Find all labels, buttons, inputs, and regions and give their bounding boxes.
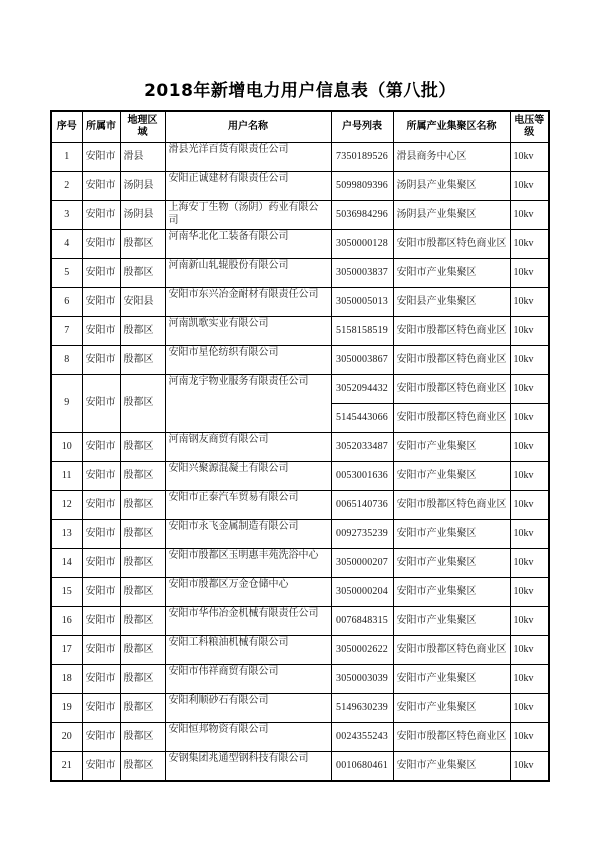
- cell-city: 安阳市: [82, 288, 120, 317]
- cell-cluster: 安阳市产业集聚区: [393, 549, 510, 578]
- cell-city: 安阳市: [82, 259, 120, 288]
- column-header: 电压等级: [510, 111, 549, 143]
- cell-region: 殷都区: [120, 520, 165, 549]
- cell-voltage: 10kv: [510, 288, 549, 317]
- cell-user-name: 滑县光洋百货有限责任公司: [165, 143, 331, 172]
- cell-voltage: 10kv: [510, 346, 549, 375]
- table-row: [51, 607, 549, 636]
- cell-city: 安阳市: [82, 317, 120, 346]
- cell-user-name: 安阳利顺砂石有限公司: [165, 694, 331, 723]
- cell-cluster: 安阳市殷都区特色商业区: [393, 230, 510, 259]
- cell-region: 殷都区: [120, 636, 165, 665]
- table-row: [51, 752, 549, 781]
- cell-account: 3050005013: [331, 288, 393, 317]
- cell-account: 0010680461: [331, 752, 393, 781]
- cell-region: 安阳县: [120, 288, 165, 317]
- table-row: [51, 723, 549, 752]
- cell-region: 殷都区: [120, 230, 165, 259]
- cell-region: 殷都区: [120, 259, 165, 288]
- cell-account: 0092735239: [331, 520, 393, 549]
- cell-account: 3050000207: [331, 549, 393, 578]
- page-title: 2018年新增电力用户信息表（第八批）: [144, 81, 456, 101]
- cell-voltage: 10kv: [510, 520, 549, 549]
- cell-cluster: 安阳市殷都区特色商业区: [393, 346, 510, 375]
- table-row: [51, 288, 549, 317]
- cell-serial: 10: [51, 433, 82, 462]
- cell-serial: 2: [51, 172, 82, 201]
- cell-account: 3052033487: [331, 433, 393, 462]
- cell-cluster: 安阳市产业集聚区: [393, 578, 510, 607]
- cell-user-name: 河南钢友商贸有限公司: [165, 433, 331, 462]
- cell-city: 安阳市: [82, 752, 120, 781]
- column-header: 所属市: [82, 111, 120, 143]
- cell-cluster: 安阳市殷都区特色商业区: [393, 636, 510, 665]
- table-body: [51, 143, 549, 781]
- cell-city: 安阳市: [82, 549, 120, 578]
- table-row: [51, 462, 549, 491]
- cell-city: 安阳市: [82, 578, 120, 607]
- cell-cluster: 安阳市殷都区特色商业区: [393, 723, 510, 752]
- table-row: [51, 172, 549, 201]
- cell-region: 殷都区: [120, 346, 165, 375]
- cell-user-name: 河南凯歌实业有限公司: [165, 317, 331, 346]
- cell-voltage: 10kv: [510, 172, 549, 201]
- cell-serial: 3: [51, 201, 82, 230]
- cell-city: 安阳市: [82, 346, 120, 375]
- cell-serial: 8: [51, 346, 82, 375]
- table-row: [51, 433, 549, 462]
- cell-cluster: 安阳市殷都区特色商业区: [393, 375, 510, 404]
- cell-account: 3050003867: [331, 346, 393, 375]
- table-row: [51, 694, 549, 723]
- cell-cluster: 安阳市殷都区特色商业区: [393, 317, 510, 346]
- cell-cluster: 安阳市产业集聚区: [393, 665, 510, 694]
- cell-serial: 5: [51, 259, 82, 288]
- power-users-table: [50, 110, 550, 782]
- cell-region: 殷都区: [120, 607, 165, 636]
- cell-cluster: 安阳市殷都区特色商业区: [393, 404, 510, 433]
- cell-region: 殷都区: [120, 549, 165, 578]
- cell-voltage: 10kv: [510, 636, 549, 665]
- cell-account: 7350189526: [331, 143, 393, 172]
- cell-account: 5099809396: [331, 172, 393, 201]
- cell-serial: 13: [51, 520, 82, 549]
- cell-region: 汤阴县: [120, 201, 165, 230]
- table-row: [51, 230, 549, 259]
- cell-cluster: 汤阴县产业集聚区: [393, 201, 510, 230]
- cell-voltage: 10kv: [510, 694, 549, 723]
- cell-region: 殷都区: [120, 317, 165, 346]
- cell-serial: 15: [51, 578, 82, 607]
- column-header: 用户名称: [165, 111, 331, 143]
- cell-voltage: 10kv: [510, 317, 549, 346]
- cell-voltage: 10kv: [510, 201, 549, 230]
- cell-voltage: 10kv: [510, 404, 549, 433]
- cell-account: 0065140736: [331, 491, 393, 520]
- cell-cluster: 安阳市产业集聚区: [393, 752, 510, 781]
- cell-serial: 7: [51, 317, 82, 346]
- cell-voltage: 10kv: [510, 259, 549, 288]
- cell-account: 5145443066: [331, 404, 393, 433]
- cell-serial: 16: [51, 607, 82, 636]
- cell-voltage: 10kv: [510, 230, 549, 259]
- cell-serial: 11: [51, 462, 82, 491]
- cell-city: 安阳市: [82, 462, 120, 491]
- table-row: [51, 549, 549, 578]
- table-row: [51, 665, 549, 694]
- cell-account: 5036984296: [331, 201, 393, 230]
- cell-region: 滑县: [120, 143, 165, 172]
- cell-account: 0076848315: [331, 607, 393, 636]
- cell-user-name: 安阳市东兴冶金耐材有限责任公司: [165, 288, 331, 317]
- column-header: 户号列表: [331, 111, 393, 143]
- cell-serial: 20: [51, 723, 82, 752]
- cell-voltage: 10kv: [510, 607, 549, 636]
- table-row: [51, 375, 549, 404]
- cell-voltage: 10kv: [510, 143, 549, 172]
- cell-city: 安阳市: [82, 491, 120, 520]
- cell-user-name: 河南新山轧辊股份有限公司: [165, 259, 331, 288]
- cell-serial: 21: [51, 752, 82, 781]
- cell-account: 3050000128: [331, 230, 393, 259]
- cell-serial: 1: [51, 143, 82, 172]
- cell-account: 0024355243: [331, 723, 393, 752]
- cell-cluster: 安阳县产业集聚区: [393, 288, 510, 317]
- cell-city: 安阳市: [82, 143, 120, 172]
- cell-city: 安阳市: [82, 201, 120, 230]
- cell-serial: 6: [51, 288, 82, 317]
- cell-account: 3050003837: [331, 259, 393, 288]
- cell-serial: 14: [51, 549, 82, 578]
- cell-city: 安阳市: [82, 172, 120, 201]
- cell-cluster: 安阳市产业集聚区: [393, 462, 510, 491]
- cell-voltage: 10kv: [510, 491, 549, 520]
- cell-voltage: 10kv: [510, 578, 549, 607]
- cell-cluster: 安阳市殷都区特色商业区: [393, 491, 510, 520]
- table-header-row: [51, 111, 549, 143]
- column-header: 序号: [51, 111, 82, 143]
- cell-region: 殷都区: [120, 433, 165, 462]
- cell-account: 3050002622: [331, 636, 393, 665]
- cell-cluster: 安阳市产业集聚区: [393, 259, 510, 288]
- cell-user-name: 安阳市永飞金属制造有限公司: [165, 520, 331, 549]
- table-row: [51, 201, 549, 230]
- cell-serial: 17: [51, 636, 82, 665]
- cell-user-name: 安阳市星伦纺织有限公司: [165, 346, 331, 375]
- column-header: 地理区域: [120, 111, 165, 143]
- cell-cluster: 汤阴县产业集聚区: [393, 172, 510, 201]
- cell-account: 3050003039: [331, 665, 393, 694]
- cell-account: 0053001636: [331, 462, 393, 491]
- cell-serial: 12: [51, 491, 82, 520]
- table-row: [51, 317, 549, 346]
- cell-city: 安阳市: [82, 607, 120, 636]
- cell-city: 安阳市: [82, 433, 120, 462]
- cell-voltage: 10kv: [510, 752, 549, 781]
- cell-user-name: 安阳工科粮油机械有限公司: [165, 636, 331, 665]
- cell-user-name: 河南华北化工装备有限公司: [165, 230, 331, 259]
- cell-user-name: 安阳市殷都区玉明惠丰苑洗浴中心: [165, 549, 331, 578]
- cell-voltage: 10kv: [510, 433, 549, 462]
- table-row: [51, 143, 549, 172]
- cell-region: 殷都区: [120, 694, 165, 723]
- cell-city: 安阳市: [82, 694, 120, 723]
- cell-cluster: 滑县商务中心区: [393, 143, 510, 172]
- cell-user-name: 安阳兴聚源混凝土有限公司: [165, 462, 331, 491]
- cell-user-name: 安钢集团兆通型钢科技有限公司: [165, 752, 331, 781]
- cell-region: 汤阴县: [120, 172, 165, 201]
- cell-serial: 18: [51, 665, 82, 694]
- cell-voltage: 10kv: [510, 462, 549, 491]
- cell-user-name: 安阳市伟祥商贸有限公司: [165, 665, 331, 694]
- cell-user-name: 安阳市正泰汽车贸易有限公司: [165, 491, 331, 520]
- table-row: [51, 491, 549, 520]
- table-row: [51, 520, 549, 549]
- cell-cluster: 安阳市产业集聚区: [393, 694, 510, 723]
- cell-voltage: 10kv: [510, 549, 549, 578]
- cell-voltage: 10kv: [510, 723, 549, 752]
- cell-user-name: 安阳市殷都区万金仓储中心: [165, 578, 331, 607]
- cell-region: 殷都区: [120, 375, 165, 433]
- cell-voltage: 10kv: [510, 375, 549, 404]
- cell-cluster: 安阳市产业集聚区: [393, 433, 510, 462]
- cell-city: 安阳市: [82, 230, 120, 259]
- table-row: [51, 578, 549, 607]
- cell-region: 殷都区: [120, 462, 165, 491]
- cell-user-name: 安阳正诚建材有限责任公司: [165, 172, 331, 201]
- cell-user-name: 安阳市华伟冶金机械有限责任公司: [165, 607, 331, 636]
- cell-city: 安阳市: [82, 636, 120, 665]
- table-row: [51, 346, 549, 375]
- cell-region: 殷都区: [120, 578, 165, 607]
- table-row: [51, 636, 549, 665]
- cell-account: 5149630239: [331, 694, 393, 723]
- cell-user-name: 安阳恒邦物资有限公司: [165, 723, 331, 752]
- cell-city: 安阳市: [82, 665, 120, 694]
- cell-serial: 9: [51, 375, 82, 433]
- cell-serial: 4: [51, 230, 82, 259]
- cell-user-name: 上海安丁生物（汤阴）药业有限公司: [165, 201, 331, 230]
- cell-city: 安阳市: [82, 375, 120, 433]
- cell-cluster: 安阳市产业集聚区: [393, 607, 510, 636]
- cell-region: 殷都区: [120, 723, 165, 752]
- cell-region: 殷都区: [120, 665, 165, 694]
- cell-cluster: 安阳市产业集聚区: [393, 520, 510, 549]
- cell-city: 安阳市: [82, 520, 120, 549]
- cell-region: 殷都区: [120, 491, 165, 520]
- cell-serial: 19: [51, 694, 82, 723]
- cell-region: 殷都区: [120, 752, 165, 781]
- table-row: [51, 259, 549, 288]
- cell-city: 安阳市: [82, 723, 120, 752]
- cell-account: 3052094432: [331, 375, 393, 404]
- cell-voltage: 10kv: [510, 665, 549, 694]
- column-header: 所属产业集聚区名称: [393, 111, 510, 143]
- cell-account: 5158158519: [331, 317, 393, 346]
- cell-account: 3050000204: [331, 578, 393, 607]
- cell-user-name: 河南龙宇物业服务有限责任公司: [165, 375, 331, 433]
